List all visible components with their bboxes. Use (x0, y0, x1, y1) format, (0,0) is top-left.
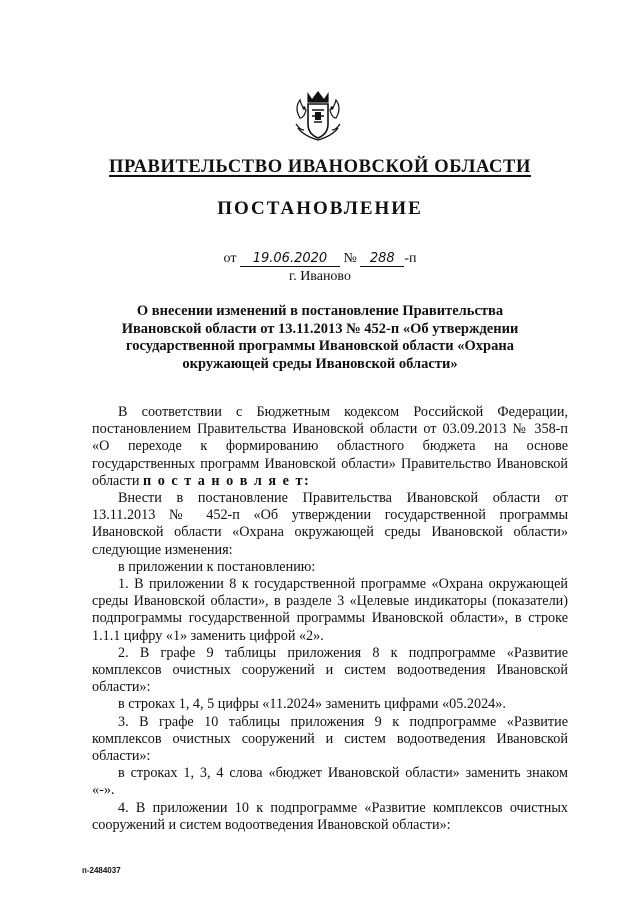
number-sign: № (343, 251, 357, 266)
date-prefix: от (223, 251, 237, 266)
document-type: ПОСТАНОВЛЕНИЕ (217, 198, 423, 219)
document-code: п-2484037 (82, 866, 121, 875)
paragraph-1-text: В соответствии с Бюджетным кодексом Российской Федерации, постановлением Правительства Ивановской области от 03.09.2013 № 358-п «О переходе к формированию областного бюджета на основе государственных программ Ивановской области» Правительство Ивановской области (92, 404, 568, 489)
document-heading: О внесении изменений в постановление Правительства Ивановской области от 13.11.2013 № 452-п «Об утверждении государственной программы Ивановской области «Охрана окружающей среды Ивановской области» (121, 303, 519, 372)
paragraph-8: в строках 1, 3, 4 слова «бюджет Ивановской области» заменить знаком «-». (92, 765, 568, 799)
paragraph-9: 4. В приложении 10 к подпрограмме «Развитие комплексов очистных сооружений и систем водоотведения Ивановской области»: (92, 799, 568, 833)
number-value: 288 (360, 252, 404, 267)
document-body (92, 404, 568, 834)
resolves-word: п о с т а н о в л я е т: (142, 472, 311, 489)
date-number-line (0, 251, 640, 267)
city: г. Иваново (289, 269, 351, 284)
number-suffix: -п (404, 251, 417, 266)
paragraph-6: в строках 1, 4, 5 цифры «11.2024» заменить цифрами «05.2024». (118, 696, 506, 713)
paragraph-7: 3. В графе 10 таблицы приложения 9 к подпрограмме «Развитие комплексов очистных сооружений и систем водоотведения Ивановской области»: (92, 713, 568, 765)
coat-of-arms-emblem (290, 88, 346, 144)
government-title: ПРАВИТЕЛЬСТВО ИВАНОВСКОЙ ОБЛАСТИ (109, 157, 531, 177)
date-value: 19.06.2020 (240, 252, 340, 267)
paragraph-2: Внести в постановление Правительства Ивановской области от 13.11.2013 № 452-п «Об утверждении государственной программы Ивановской области «Охрана окружающей среды Ивановской области» следующие изменения: (92, 490, 568, 558)
paragraph-1 (92, 404, 568, 490)
paragraph-3: в приложении к постановлению: (118, 558, 316, 575)
paragraph-5: 2. В графе 9 таблицы приложения 8 к подпрограмме «Развитие комплексов очистных сооружений и систем водоотведения Ивановской области»: (92, 644, 568, 696)
paragraph-4: 1. В приложении 8 к государственной программе «Охрана окружающей среды Ивановской области», в разделе 3 «Целевые индикаторы (показатели) подпрограммы государственной программы Ивановской области», в строке 1.1.1 цифру «1» заменить цифрой «2». (92, 576, 568, 644)
